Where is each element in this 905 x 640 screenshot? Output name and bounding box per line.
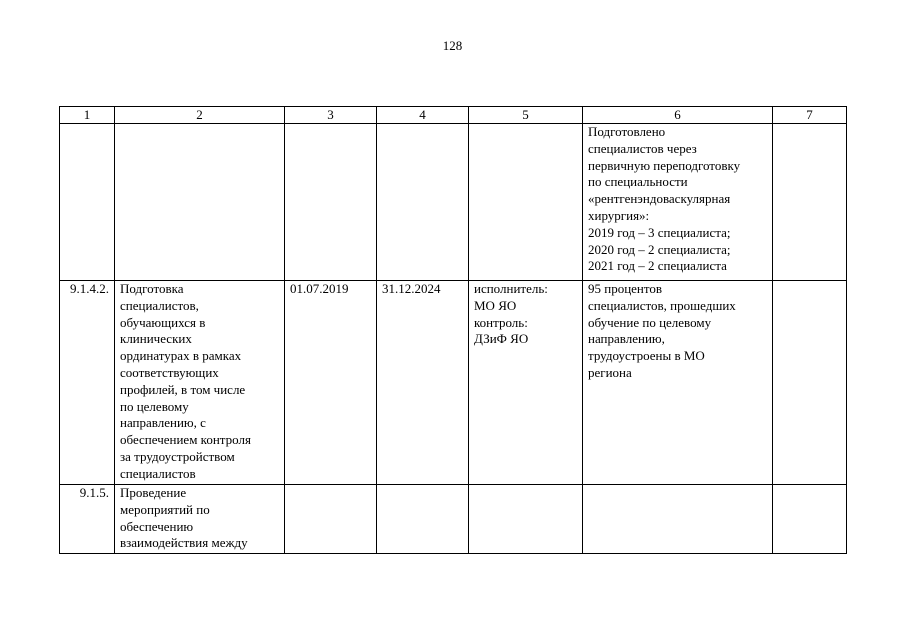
event-cell: Проведение мероприятий по обеспечению взаимодействия между xyxy=(115,485,285,554)
responsible-cell xyxy=(469,124,583,281)
plan-table xyxy=(59,106,847,554)
column-header: 4 xyxy=(377,107,469,124)
note-cell xyxy=(773,124,847,281)
end-date-cell: 31.12.2024 xyxy=(377,281,469,485)
item-number: 9.1.4.2. xyxy=(60,281,115,485)
event-cell xyxy=(115,124,285,281)
start-date-cell xyxy=(285,124,377,281)
item-number xyxy=(60,124,115,281)
event-cell: Подготовка специалистов, обучающихся в клинических ординатурах в рамках соответствующих профилей, в том числе по целевому направлению, с обеспечением контроля за трудоустройством специалистов xyxy=(115,281,285,485)
column-header: 3 xyxy=(285,107,377,124)
column-header: 5 xyxy=(469,107,583,124)
table-row xyxy=(60,281,847,485)
table-header-row xyxy=(60,107,847,124)
column-header: 6 xyxy=(583,107,773,124)
responsible-cell xyxy=(469,485,583,554)
page-number: 128 xyxy=(442,38,463,53)
responsible-cell: исполнитель: МО ЯО контроль: ДЗиФ ЯО xyxy=(469,281,583,485)
note-cell xyxy=(773,485,847,554)
start-date-cell xyxy=(285,485,377,554)
item-number: 9.1.5. xyxy=(60,485,115,554)
result-cell xyxy=(583,485,773,554)
column-header: 1 xyxy=(60,107,115,124)
result-cell: Подготовлено специалистов через первичную переподготовку по специальности «рентгенэндоваскулярная хирургия»: 2019 год – 3 специалиста; 2020 год – 2 специалиста; 2021 год – 2 специалиста xyxy=(583,124,773,281)
table-row xyxy=(60,124,847,281)
note-cell xyxy=(773,281,847,485)
end-date-cell xyxy=(377,485,469,554)
end-date-cell xyxy=(377,124,469,281)
column-header: 2 xyxy=(115,107,285,124)
table-row xyxy=(60,485,847,554)
result-cell: 95 процентов специалистов, прошедших обучение по целевому направлению, трудоустроены в МО региона xyxy=(583,281,773,485)
start-date-cell: 01.07.2019 xyxy=(285,281,377,485)
column-header: 7 xyxy=(773,107,847,124)
